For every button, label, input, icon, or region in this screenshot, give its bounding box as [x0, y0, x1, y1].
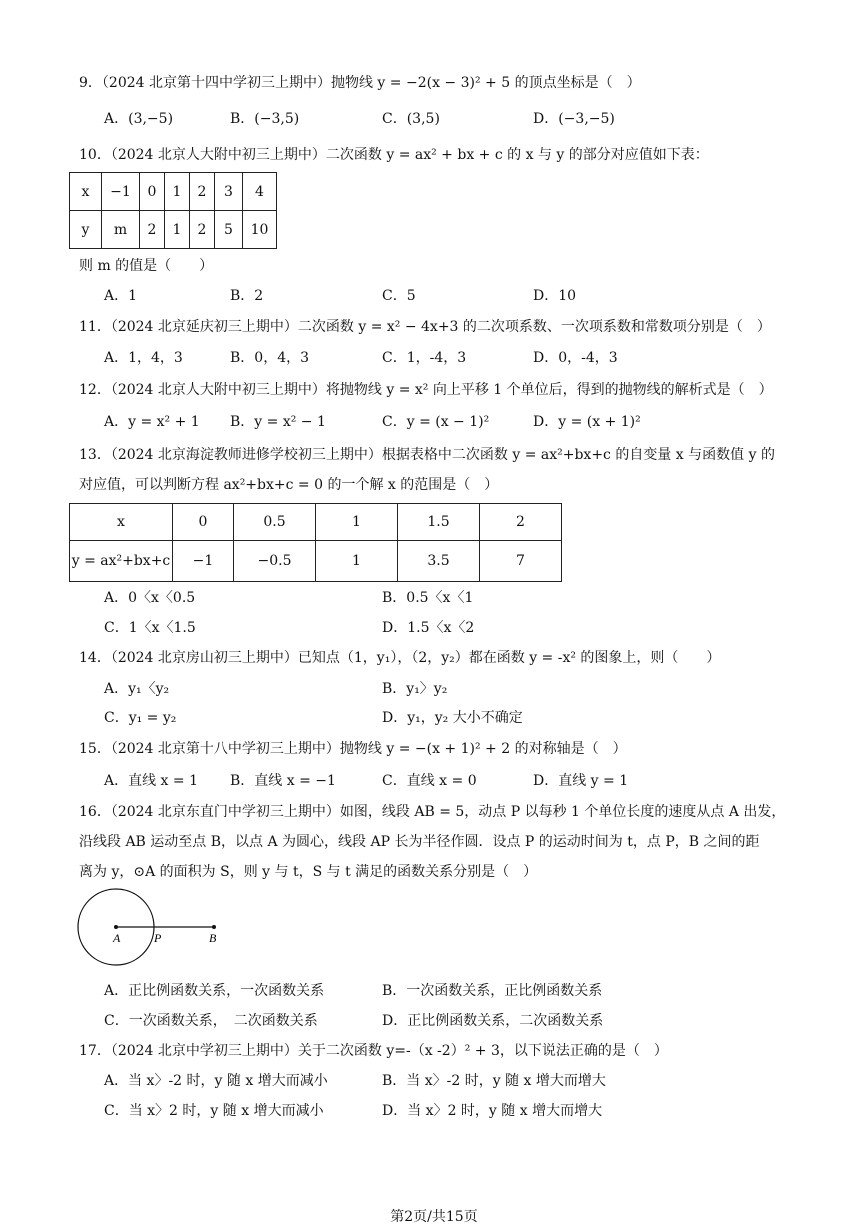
question-16-stem-line1: 16．（2024 北京东直门中学初三上期中）如图，线段 AB = 5，动点 P 以每秒 1 个单位长度的速度从点 A 出发，: [79, 804, 786, 820]
question-17-stem: 17．（2024 北京中学初三上期中）关于二次函数 y=-（x -2）² + 3，以下说法正确的是（ ）: [79, 1043, 668, 1059]
question-12-option-d: D．y = (x + 1)²: [533, 414, 641, 430]
label-b: B: [209, 931, 217, 945]
page-footer: 第2页/共15页: [390, 1209, 478, 1225]
question-11-option-a: A．1，4，3: [104, 350, 183, 366]
question-10-option-b: B．2: [230, 288, 264, 304]
question-17-option-a: A．当 x〉-2 时，y 随 x 增大而减小: [104, 1073, 328, 1089]
question-14-stem: 14．（2024 北京房山初三上期中）已知点（1，y₁），（2，y₂）都在函数 y = -x² 的图象上，则（ ）: [79, 650, 721, 666]
table-cell: 4: [243, 173, 277, 211]
question-9-option-b: B．(−3,5): [230, 111, 300, 127]
table-cell: −1: [173, 541, 234, 582]
question-11-stem: 11．（2024 北京延庆初三上期中）二次函数 y = x² − 4x+3 的二次项系数、一次项系数和常数项分别是（ ）: [79, 319, 771, 335]
question-9-option-a: A．(3,−5): [104, 111, 174, 127]
table-cell: y = ax²+bx+c: [70, 541, 173, 582]
question-14-option-a: A．y₁〈y₂: [104, 681, 170, 697]
question-16-option-b: B．一次函数关系，正比例函数关系: [382, 983, 603, 999]
label-p: P: [154, 931, 162, 945]
table-cell: 0: [173, 504, 234, 541]
table-cell: 1.5: [398, 504, 480, 541]
question-10-option-c: C．5: [382, 288, 416, 304]
question-15-option-b: B．直线 x = −1: [230, 773, 336, 789]
table-cell: 1: [165, 211, 190, 249]
question-15-option-a: A．直线 x = 1: [104, 773, 198, 789]
question-13-option-c: C．1〈x〈1.5: [104, 620, 196, 636]
question-11-option-b: B．0，4，3: [230, 350, 310, 366]
table-cell: 1: [316, 541, 398, 582]
table-cell: 5: [215, 211, 243, 249]
question-16-stem-line2: 沿线段 AB 运动至点 B，以点 A 为圆心，线段 AP 长为半径作圆．设点 P 的运动时间为 t，点 P，B 之间的距: [79, 834, 760, 850]
question-14-option-b: B．y₁〉y₂: [382, 681, 448, 697]
question-12-option-c: C．y = (x − 1)²: [382, 414, 490, 430]
question-10-followup: 则 m 的值是（ ）: [79, 258, 214, 274]
question-16-stem-line3: 离为 y，⊙A 的面积为 S，则 y 与 t，S 与 t 满足的函数关系分别是（ ）: [79, 864, 538, 880]
question-9-option-d: D．(−3,−5): [533, 111, 615, 127]
question-13-stem-line2: 对应值，可以判断方程 ax²+bx+c = 0 的一个解 x 的范围是（ ）: [79, 477, 499, 493]
question-13-option-d: D．1.5〈x〈2: [382, 620, 475, 636]
question-10-table: [69, 172, 277, 249]
table-cell: 10: [243, 211, 277, 249]
question-16-option-c: C．一次函数关系， 二次函数关系: [104, 1013, 318, 1029]
table-cell: 2: [190, 211, 215, 249]
table-cell: 0: [140, 173, 165, 211]
question-10-option-a: A．1: [104, 288, 138, 304]
question-12-option-a: A．y = x² + 1: [104, 414, 200, 430]
table-cell: 1: [165, 173, 190, 211]
question-16-figure: [75, 888, 235, 973]
table-cell: 1: [316, 504, 398, 541]
question-14-option-d: D．y₁，y₂ 大小不确定: [382, 710, 523, 726]
question-17-option-b: B．当 x〉-2 时，y 随 x 增大而增大: [382, 1073, 606, 1089]
table-cell: 3.5: [398, 541, 480, 582]
question-15-stem: 15．（2024 北京第十八中学初三上期中）抛物线 y = −(x + 1)² + 2 的对称轴是（ ）: [79, 741, 627, 757]
question-10-option-d: D．10: [533, 288, 577, 304]
table-cell: y: [70, 211, 102, 249]
question-10-stem: 10．（2024 北京人大附中初三上期中）二次函数 y = ax² + bx + c 的 x 与 y 的部分对应值如下表：: [79, 147, 709, 163]
point-b-dot: [212, 925, 216, 929]
question-16-option-d: D．正比例函数关系，二次函数关系: [382, 1013, 604, 1029]
question-11-option-d: D．0，-4，3: [533, 350, 618, 366]
table-cell: 2: [140, 211, 165, 249]
table-cell: 2: [190, 173, 215, 211]
question-14-option-c: C．y₁ = y₂: [104, 710, 177, 726]
table-cell: −1: [102, 173, 140, 211]
table-cell: x: [70, 173, 102, 211]
question-9-stem: 9．（2024 北京第十四中学初三上期中）抛物线 y = −2(x − 3)² + 5 的顶点坐标是（ ）: [79, 75, 641, 91]
table-cell: 2: [480, 504, 562, 541]
table-cell: −0.5: [234, 541, 316, 582]
question-12-option-b: B．y = x² − 1: [230, 414, 326, 430]
question-13-stem-line1: 13．（2024 北京海淀教师进修学校初三上期中）根据表格中二次函数 y = ax²+bx+c 的自变量 x 与函数值 y 的: [79, 447, 775, 463]
question-15-option-c: C．直线 x = 0: [382, 773, 477, 789]
table-cell: m: [102, 211, 140, 249]
point-a-dot: [114, 925, 118, 929]
question-15-option-d: D．直线 y = 1: [533, 773, 629, 789]
question-9-option-c: C．(3,5): [382, 111, 440, 127]
table-cell: 0.5: [234, 504, 316, 541]
question-12-stem: 12．（2024 北京人大附中初三上期中）将抛物线 y = x² 向上平移 1 个单位后，得到的抛物线的解析式是（ ）: [79, 382, 773, 398]
question-17-option-d: D．当 x〉2 时，y 随 x 增大而增大: [382, 1103, 603, 1119]
table-cell: x: [70, 504, 173, 541]
label-a: A: [113, 931, 121, 945]
table-cell: 3: [215, 173, 243, 211]
question-16-option-a: A．正比例函数关系，一次函数关系: [104, 983, 325, 999]
question-13-option-a: A．0〈x〈0.5: [104, 590, 196, 606]
question-11-option-c: C．1，-4，3: [382, 350, 467, 366]
question-13-option-b: B．0.5〈x〈1: [382, 590, 474, 606]
question-17-option-c: C．当 x〉2 时，y 随 x 增大而减小: [104, 1103, 324, 1119]
table-cell: 7: [480, 541, 562, 582]
question-13-table: [69, 503, 562, 582]
